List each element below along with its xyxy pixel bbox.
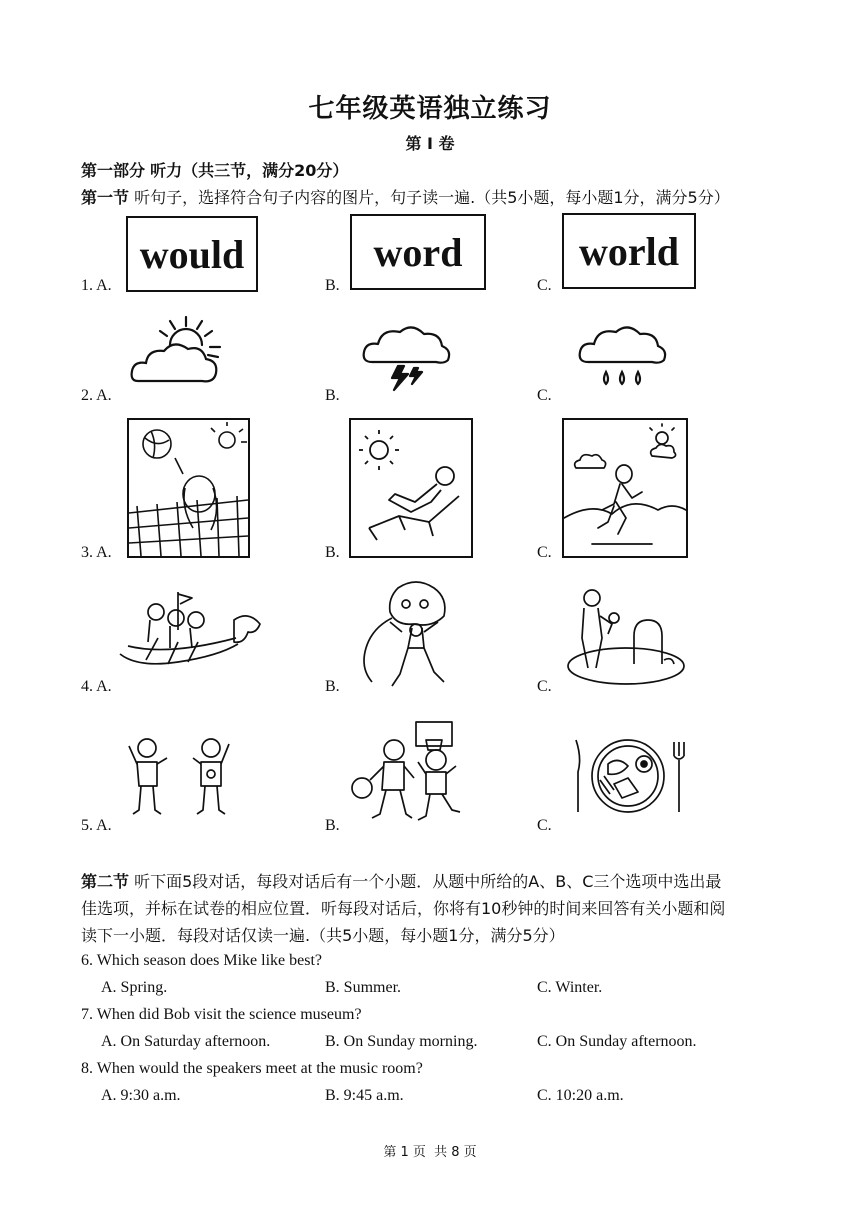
- q8-option-b: B. 9:45 a.m.: [325, 1087, 404, 1104]
- q4-option-c-label: C.: [537, 678, 552, 695]
- q1-option-a-label: 1. A.: [81, 277, 112, 294]
- tomb-sweeping-image: [564, 580, 688, 692]
- q1-word-world: world: [562, 213, 696, 289]
- section2-line-1-text: 听下面5段对话，每段对话后有一个小题．从题中所给的A、B、C三个选项中选出最: [134, 872, 722, 891]
- q7-option-c: C. On Sunday afternoon.: [537, 1033, 697, 1050]
- section1-label: 第一节: [81, 188, 130, 207]
- volume-label: 第 I 卷: [405, 134, 455, 153]
- q1-word-word: word: [350, 214, 486, 290]
- q7-option-a: A. On Saturday afternoon.: [101, 1033, 271, 1050]
- part1-text: 听力（共三节，满分20分）: [150, 161, 349, 180]
- children-exercising-image: [127, 730, 233, 820]
- q1-option-c-label: C.: [537, 277, 552, 294]
- question-6: 6. Which season does Mike like best?: [81, 952, 322, 969]
- q3-option-a-label: 3. A.: [81, 544, 112, 561]
- q1-option-b-label: B.: [325, 277, 340, 294]
- children-basketball-image: [346, 720, 470, 826]
- lion-dance-image: [352, 578, 468, 690]
- volleyball-beach-image: [127, 418, 250, 558]
- running-image: [562, 418, 688, 558]
- q6-option-c: C. Winter.: [537, 979, 603, 996]
- section1-text: 听句子，选择符合句子内容的图片，句子读一遍.（共5小题，每小题1分，满分5分）: [134, 188, 730, 207]
- dragon-boat-image: [118, 590, 264, 670]
- sun-cloud-icon: [130, 315, 222, 387]
- section2-line-2: 佳选项，并标在试卷的相应位置．听每段对话后，你将有10秒钟的时间来回答有关小题和阅: [81, 899, 726, 918]
- q7-option-b: B. On Sunday morning.: [325, 1033, 478, 1050]
- question-8: 8. When would the speakers meet at the music room?: [81, 1060, 423, 1077]
- q2-option-c-label: C.: [537, 387, 552, 404]
- section2-paragraph: [81, 868, 781, 949]
- q5-option-c-label: C.: [537, 817, 552, 834]
- section2-label: 第二节: [81, 872, 130, 891]
- page-footer: 第 1 页 共 8 页: [383, 1145, 477, 1160]
- q4-option-a-label: 4. A.: [81, 678, 112, 695]
- q1-word-would: would: [126, 216, 258, 292]
- section1-heading: [81, 185, 730, 208]
- sunbathing-image: [349, 418, 473, 558]
- q3-option-b-label: B.: [325, 544, 340, 561]
- q2-option-a-label: 2. A.: [81, 387, 112, 404]
- section2-line-1: [81, 868, 781, 895]
- q6-option-a: A. Spring.: [101, 979, 168, 996]
- part1-label: 第一部分: [81, 161, 146, 180]
- rain-cloud-icon: [578, 322, 666, 388]
- breakfast-plate-image: [566, 738, 690, 814]
- q8-option-a: A. 9:30 a.m.: [101, 1087, 181, 1104]
- page-title: 七年级英语独立练习: [308, 94, 552, 124]
- q2-option-b-label: B.: [325, 387, 340, 404]
- q8-option-c: C. 10:20 a.m.: [537, 1087, 624, 1104]
- q5-option-b-label: B.: [325, 817, 340, 834]
- thunderstorm-icon: [362, 322, 450, 394]
- q5-option-a-label: 5. A.: [81, 817, 112, 834]
- q4-option-b-label: B.: [325, 678, 340, 695]
- section2-line-3: 读下一小题．每段对话仅读一遍.（共5小题，每小题1分，满分5分）: [81, 926, 565, 945]
- q6-option-b: B. Summer.: [325, 979, 402, 996]
- part1-heading: [81, 158, 348, 181]
- question-7: 7. When did Bob visit the science museum?: [81, 1006, 362, 1023]
- q3-option-c-label: C.: [537, 544, 552, 561]
